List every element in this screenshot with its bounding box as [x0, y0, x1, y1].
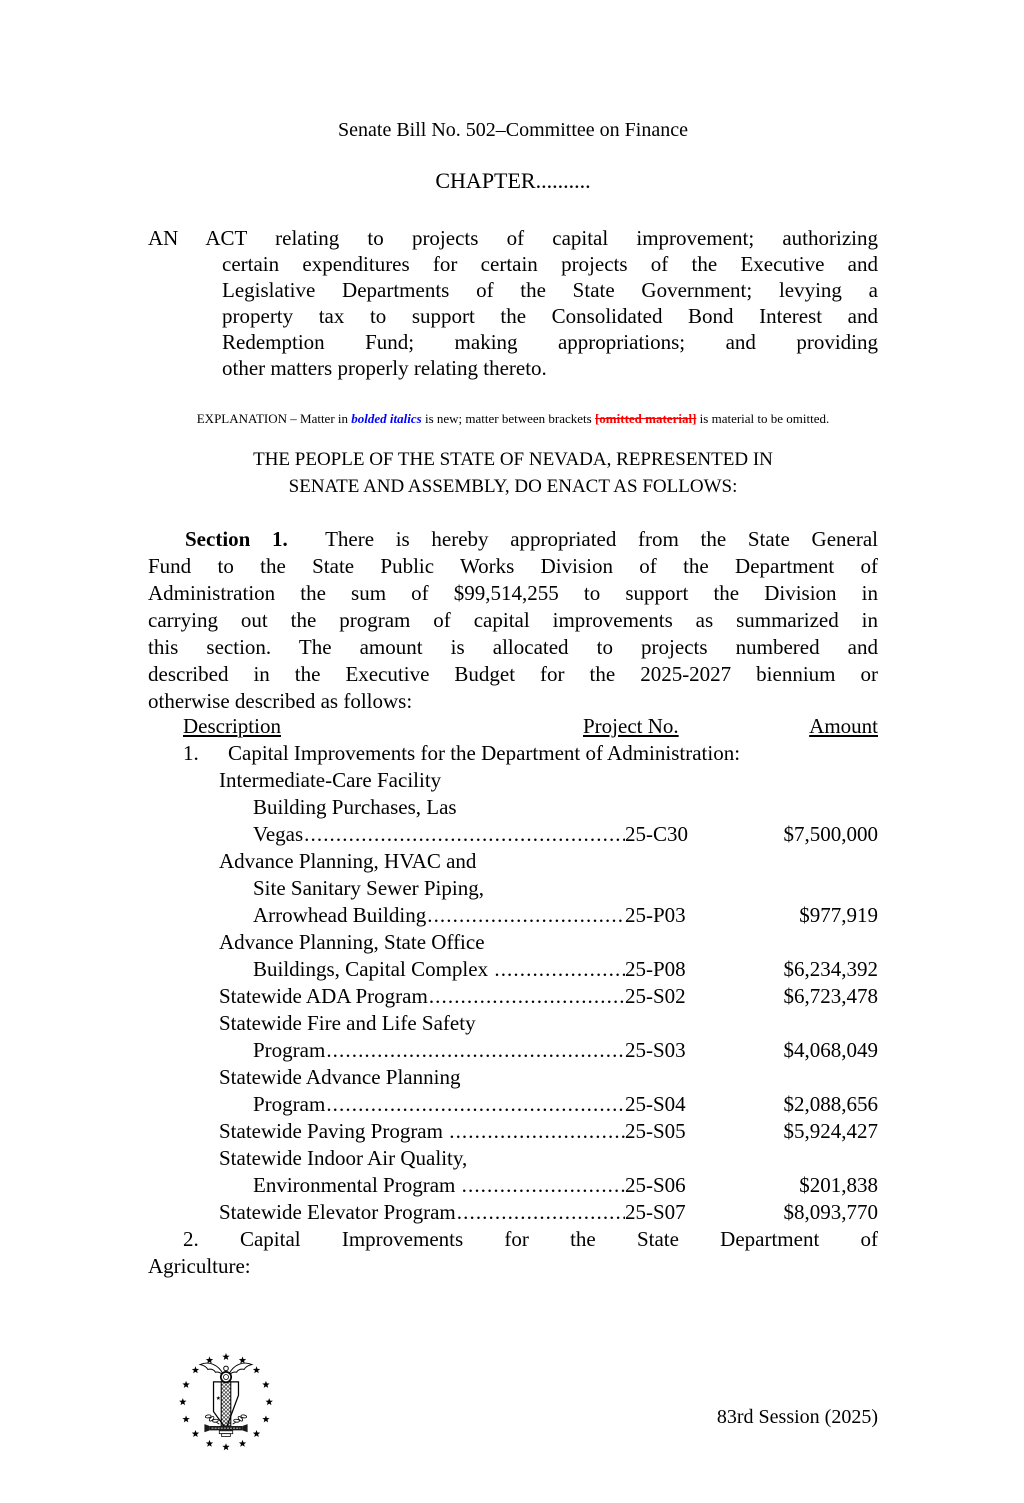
row-description: Statewide ADA Program	[219, 984, 428, 1008]
document-content	[148, 0, 878, 1503]
dot-leader	[461, 1173, 625, 1198]
row-project-no: 25-S04	[625, 1092, 686, 1116]
description-line-row	[148, 795, 878, 822]
row-description: Statewide Advance Planning	[219, 1065, 461, 1089]
row-amount: $5,924,427	[783, 1119, 878, 1143]
description-line-row	[148, 876, 878, 903]
text-line: 2. Capital Improvements for the State Department of	[183, 1227, 878, 1251]
row-description: Vegas	[253, 822, 304, 846]
appropriation-row	[148, 1092, 878, 1119]
text-line: certain expenditures for certain projects of the Executive and	[222, 252, 878, 276]
dot-leader	[448, 1119, 625, 1144]
row-description: Program	[253, 1092, 326, 1116]
description-line-row	[148, 849, 878, 876]
description-line-row	[148, 1011, 878, 1038]
row-description: Arrowhead Building	[253, 903, 427, 927]
text-line: property tax to support the Consolidated Bond Interest and	[222, 304, 878, 328]
appropriation-row	[148, 1119, 878, 1146]
row-amount: $977,919	[799, 903, 878, 927]
description-line-row	[148, 1146, 878, 1173]
appropriations-table	[148, 714, 878, 1227]
item-2-paragraph	[148, 1227, 878, 1281]
row-project-no: 25-P08	[625, 957, 686, 981]
row-project-no: 25-S03	[625, 1038, 686, 1062]
dot-leader	[456, 1200, 625, 1225]
text-line: Administration the sum of $99,514,255 to support the Division in	[148, 581, 878, 605]
text-line: carrying out the program of capital improvements as summarized in	[148, 608, 878, 632]
enacting-clause	[148, 449, 878, 503]
appropriation-row	[148, 1173, 878, 1200]
row-description: Intermediate-Care Facility	[219, 768, 442, 792]
explanation-middle: is new; matter between brackets	[421, 411, 595, 426]
table-header-row	[148, 714, 878, 741]
chapter-heading: CHAPTER..........	[435, 168, 591, 193]
appropriation-row	[148, 822, 878, 849]
appropriation-row	[148, 1200, 878, 1227]
row-amount: $7,500,000	[783, 822, 878, 846]
text-line: Section 1. There is hereby appropriated from the State General	[185, 527, 878, 551]
row-project-no: 25-S05	[625, 1119, 686, 1143]
section-label: Section 1.	[185, 527, 288, 551]
row-amount: $6,723,478	[783, 984, 878, 1008]
dot-leader	[303, 822, 625, 847]
row-amount: $8,093,770	[783, 1200, 878, 1224]
row-project-no: 25-P03	[625, 903, 686, 927]
col-header-project-no: Project No.	[583, 714, 679, 738]
text-line: Legislative Departments of the State Government; levying a	[222, 278, 878, 302]
row-description: Statewide Indoor Air Quality,	[219, 1146, 468, 1170]
omitted-matter-sample: [omitted material]	[594, 411, 697, 426]
seal-eagle	[200, 1363, 252, 1382]
dot-leader	[325, 1038, 625, 1063]
row-description: Statewide Fire and Life Safety	[219, 1011, 476, 1035]
text-line: SENATE AND ASSEMBLY, DO ENACT AS FOLLOWS:	[288, 476, 738, 497]
explanation-prefix: EXPLANATION – Matter in	[196, 411, 352, 426]
row-description: Site Sanitary Sewer Piping,	[253, 876, 484, 900]
description-line-row	[148, 1065, 878, 1092]
text-line: Agriculture:	[148, 1254, 251, 1278]
nevada-legislature-seal-icon	[178, 1352, 274, 1452]
text-line: Fund to the State Public Works Division of the Department of	[148, 554, 878, 578]
item-number: 1.	[183, 741, 199, 765]
act-summary-paragraph	[148, 226, 878, 382]
section-1-paragraph	[148, 527, 878, 716]
appropriation-row	[148, 984, 878, 1011]
item-text: Capital Improvements for the Department of Administration:	[228, 741, 741, 765]
dot-leader	[325, 1092, 625, 1117]
row-amount: $4,068,049	[783, 1038, 878, 1062]
text-line: described in the Executive Budget for the 2025-2027 biennium or	[148, 662, 878, 686]
new-matter-sample: bolded italics	[351, 411, 422, 426]
text-line: this section. The amount is allocated to projects numbered and	[148, 635, 878, 659]
col-header-amount: Amount	[809, 714, 878, 738]
session-footer: 83rd Session (2025)	[716, 1406, 878, 1428]
dot-leader	[426, 903, 625, 928]
row-description: Buildings, Capital Complex	[253, 957, 494, 981]
row-amount: $6,234,392	[783, 957, 878, 981]
row-project-no: 25-S06	[625, 1173, 686, 1197]
row-project-no: 25-S07	[625, 1200, 686, 1224]
row-description: Statewide Paving Program	[219, 1119, 449, 1143]
appropriation-row	[148, 1038, 878, 1065]
row-amount: $201,838	[799, 1173, 878, 1197]
text-line: Redemption Fund; making appropriations; and providing	[222, 330, 878, 354]
row-project-no: 25-C30	[625, 822, 688, 846]
bill-title: Senate Bill No. 502–Committee on Finance	[338, 119, 688, 141]
text-line: AN ACT relating to projects of capital improvement; authorizing	[148, 226, 878, 250]
text-line: other matters properly relating thereto.	[222, 356, 547, 380]
text-line: THE PEOPLE OF THE STATE OF NEVADA, REPRESENTED IN	[253, 449, 773, 470]
row-description: Environmental Program	[253, 1173, 461, 1197]
col-header-description: Description	[183, 714, 281, 738]
text-line: otherwise described as follows:	[148, 689, 413, 713]
row-project-no: 25-S02	[625, 984, 686, 1008]
row-description: Building Purchases, Las	[253, 795, 457, 819]
row-description: Statewide Elevator Program	[219, 1200, 456, 1224]
row-description: Advance Planning, State Office	[219, 930, 485, 954]
row-description: Program	[253, 1038, 326, 1062]
description-line-row	[148, 768, 878, 795]
row-amount: $2,088,656	[783, 1092, 878, 1116]
dot-leader	[493, 957, 625, 982]
explanation-suffix: is material to be omitted.	[696, 411, 830, 426]
appropriation-row	[148, 957, 878, 984]
item-1-heading-row	[148, 741, 878, 768]
explanation-note	[148, 411, 878, 427]
description-line-row	[148, 930, 878, 957]
dot-leader	[428, 984, 625, 1009]
appropriation-row	[148, 903, 878, 930]
row-description: Advance Planning, HVAC and	[219, 849, 477, 873]
